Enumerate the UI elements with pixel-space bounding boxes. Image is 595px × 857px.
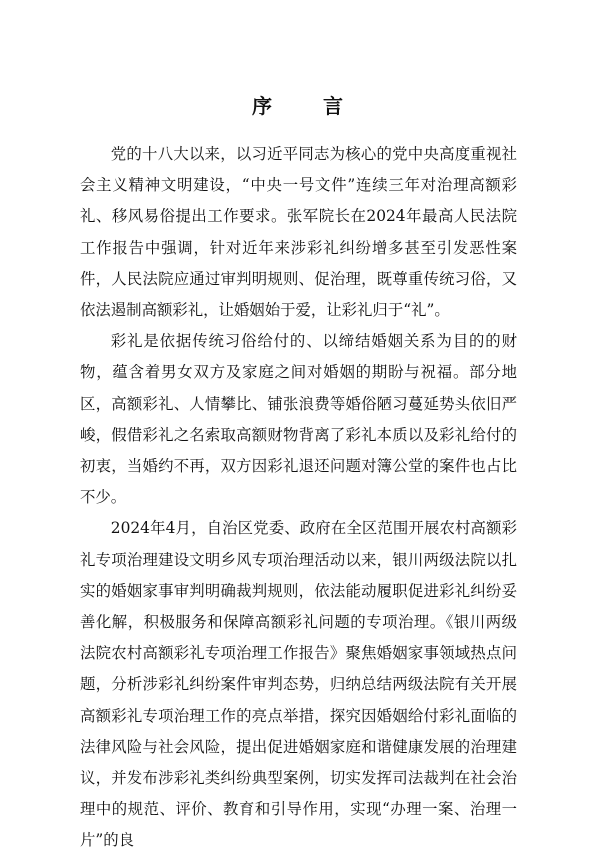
paragraph-1: 党的十八大以来，以习近平同志为核心的党中央高度重视社会主义精神文明建设，“中央一号文件”连续三年对治理高额彩礼、移风易俗提出工作要求。张军院长在2024年最高人民法院工作报告中强调，针对近年来涉彩礼纠纷增多甚至引发恶性案件，人民法院应通过审判明规则、促治理，既尊重传统习俗，又依法遏制高额彩礼，让婚姻始于爱，让彩礼归于“礼”。 [80,145,517,320]
paragraph-2: 彩礼是依据传统习俗给付的、以缔结婚姻关系为目的的财物，蕴含着男女双方及家庭之间对婚姻的期盼与祝福。部分地区，高额彩礼、人情攀比、铺张浪费等婚俗陋习蔓延势头依旧严峻，假借彩礼之名索取高额财物背离了彩礼本质以及彩礼给付的初衷，当婚约不再，双方因彩礼退还问题对簿公堂的案件也占比不少。 [80,332,517,507]
paragraph-3: 2024年4月，自治区党委、政府在全区范围开展农村高额彩礼专项治理建设文明乡风专项治理活动以来，银川两级法院以扎实的婚姻家事审判明确裁判规则，依法能动履职促进彩礼纠纷妥善化解，积极服务和保障高额彩礼问题的专项治理。《银川两级法院农村高额彩礼专项治理工作报告》聚焦婚姻家事领域热点问题，分析涉彩礼纠纷案件审判态势，归纳总结两级法院有关开展高额彩礼专项治理工作的亮点举措，探究因婚姻给付彩礼面临的法律风险与社会风险，提出促进婚姻家庭和谐健康发展的治理建议，并发布涉彩礼类纠纷典型案例，切实发挥司法裁判在社会治理中的规范、评价、教育和引导作用，实现“办理一案、治理一片”的良 [80,519,517,850]
document-body [80,139,517,857]
page-title: 序 言 [252,94,365,118]
